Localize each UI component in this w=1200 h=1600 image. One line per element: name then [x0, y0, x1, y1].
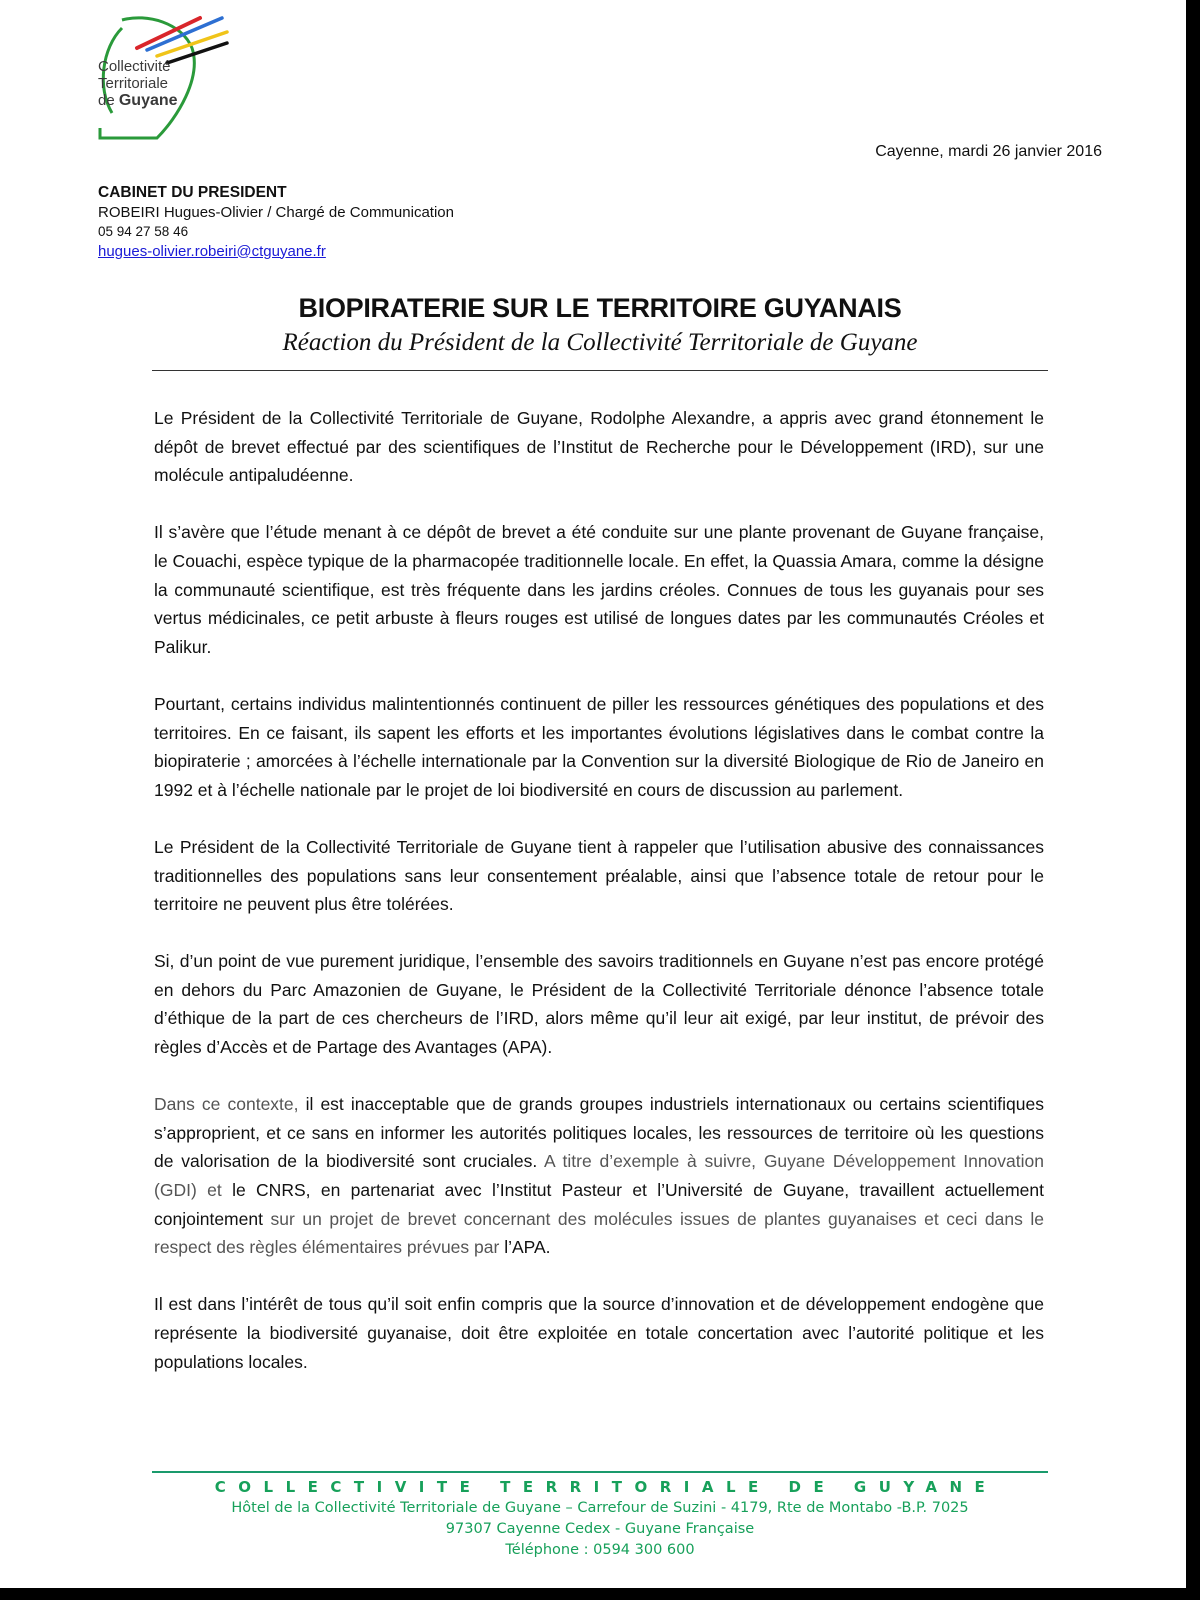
paragraph-7: Il est dans l’intérêt de tous qu’il soit enfin compris que la source d’innovation et de développement endogène que représente la biodiversité guyanaise, doit être exploitée en totale concertation avec l’autorité politique et les populations locales. [154, 1294, 1044, 1372]
footer-divider [152, 1471, 1048, 1473]
document-footer [152, 1476, 1048, 1561]
paragraph-6-part-e: sur un projet de brevet concernant des molécules issues de plantes guyanaises et ceci dans le respect des règles élémentaires prévues par [154, 1208, 1044, 1258]
paragraph-6-part-f: l’APA. [499, 1237, 551, 1258]
footer-org-name: COLLECTIVITE TERRITORIALE DE GUYANE [214, 1478, 998, 1496]
paragraph-1: Le Président de la Collectivité Territoriale de Guyane, Rodolphe Alexandre, a appris avec grand étonnement le dépôt de brevet effectué par des scientifiques de l’Institut de Recherche pour le Développement (IRD), sur une molécule antipaludéenne. [154, 408, 1044, 486]
footer-address-line1: Hôtel de la Collectivité Territoriale de Guyane – Carrefour de Suzini - 4179, Rte de Montabo -B.P. 7025 [231, 1500, 969, 1516]
heading-divider [152, 370, 1048, 371]
document-subtitle: Réaction du Président de la Collectivité Territoriale de Guyane [282, 329, 918, 356]
document-heading [152, 290, 1048, 360]
sender-phone: 05 94 27 58 46 [98, 224, 189, 239]
logo-text-prefix: de [98, 92, 115, 109]
document-title: BIOPIRATERIE SUR LE TERRITOIRE GUYANAIS [298, 293, 902, 323]
paragraph-6 [154, 1090, 1044, 1262]
document-date: Cayenne, mardi 26 janvier 2016 [875, 143, 1102, 160]
footer-phone: Téléphone : 0594 300 600 [505, 1542, 695, 1558]
paragraph-5: Si, d’un point de vue purement juridique, l’ensemble des savoirs traditionnels en Guyane n’est pas encore protégé en dehors du Parc Amazonien de Guyane, le Président de la Collectivité Territoriale dénonce l’absence totale d’éthique de la part de ces chercheurs de l’IRD, alors même qu’il leur ait exigé, par leur institut, de prévoir des règles d’Accès et de Partage des Avantages (APA). [154, 951, 1044, 1058]
logo-text-line1: Collectivité [98, 58, 171, 75]
sender-email-link[interactable]: hugues-olivier.robeiri@ctguyane.fr [98, 242, 326, 260]
logo-text-line2: Territoriale [98, 75, 169, 92]
sender-title: CABINET DU PRESIDENT [98, 184, 287, 201]
paragraph-3: Pourtant, certains individus malintentionnés continuent de piller les ressources génétiques des populations et des territoires. En ce faisant, ils sapent les efforts et les importantes évolutions législatives dans le combat contre la biopiraterie ; amorcées à l’échelle internationale par la Convention sur la diversité Biologique de Rio de Janeiro en 1992 et à l’échelle nationale par le projet de loi biodiversité en cours de discussion au parlement. [154, 693, 1044, 800]
document-body [154, 404, 1044, 1405]
paragraph-6-part-b: il est inacceptable que de grands groupes industriels internationaux ou certains scientifiques s’approprient, et ce sans en informer les autorités politiques locales, les ressources de territoire où les questions de valorisation de la biodiversité sont cruciales. [154, 1094, 1044, 1172]
paragraph-4: Le Président de la Collectivité Territoriale de Guyane tient à rappeler que l’utilisation abusive des connaissances traditionnelles des populations sans leur consentement préalable, ainsi que l’absence totale de retour pour le territoire ne peuvent plus être tolérées. [154, 836, 1044, 915]
sender-block [98, 183, 454, 261]
paragraph-6-part-a: Dans ce contexte, [154, 1094, 299, 1115]
paragraph-2: Il s’avère que l’étude menant à ce dépôt de brevet a été conduite sur une plante provenant de Guyane française, le Couachi, espèce typique de la pharmacopée traditionnelle locale. En effet, la Quassia Amara, comme la désigne la communauté scientifique, est très fréquente dans les jardins créoles. Connues de tous les guyanais pour ses vertus médicinales, ce petit arbuste à fleurs rouges est utilisé de longues dates par les communautés Créoles et Palikur. [154, 522, 1044, 657]
sender-contact: ROBEIRI Hugues-Olivier / Chargé de Communication [98, 203, 454, 221]
logo-text-line3 [98, 92, 178, 109]
footer-address-line2: 97307 Cayenne Cedex - Guyane Française [445, 1521, 755, 1537]
paragraph-6-part-c: A titre d’exemple à suivre, Guyane Développement Innovation (GDI) et [154, 1151, 1044, 1201]
paragraph-6-part-d: le CNRS, en partenariat avec l’Institut Pasteur et l’Université de Guyane, travaillent actuellement conjointement [154, 1180, 1044, 1229]
collectivite-logo [92, 8, 242, 143]
logo-text-bold: Guyane [118, 92, 178, 109]
